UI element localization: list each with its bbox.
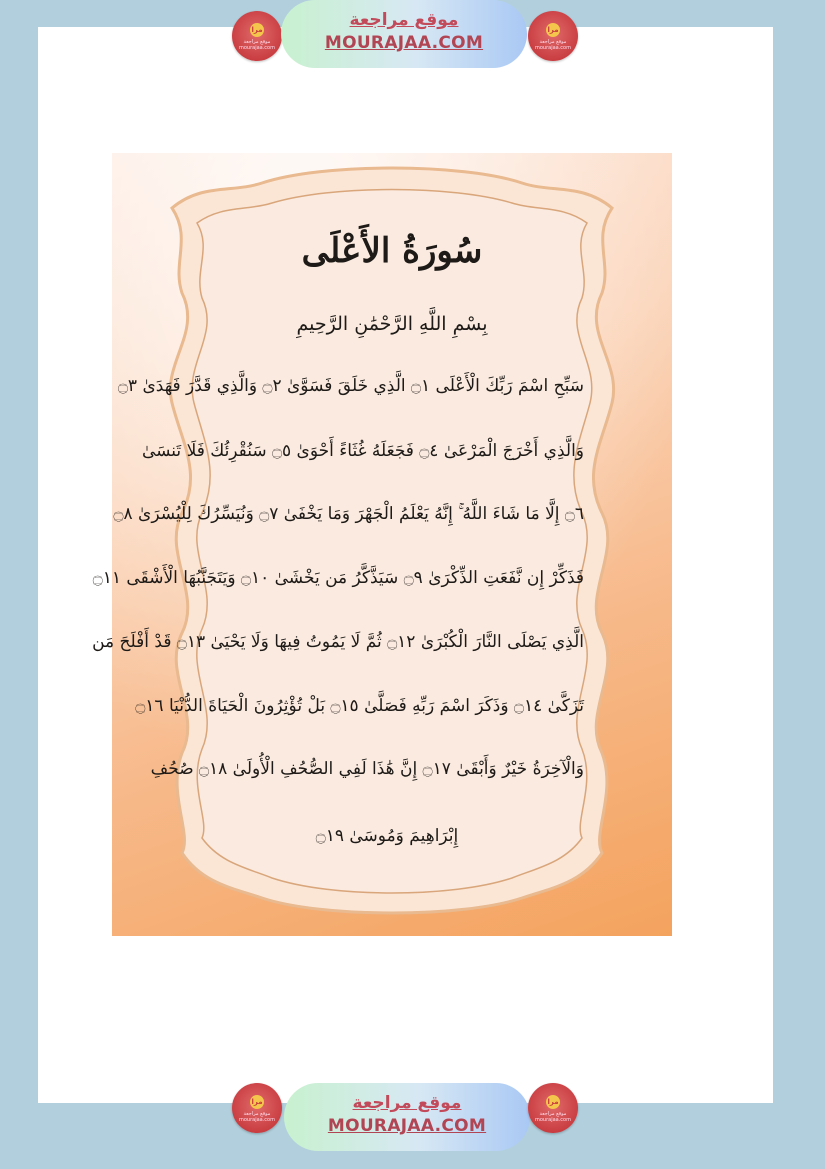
site-logo-icon xyxy=(232,1083,282,1133)
footer-site-name-en[interactable]: MOURAJAA.COM xyxy=(327,1116,487,1136)
verse-line: سَبِّحِ اسْمَ رَبِّكَ الْأَعْلَى ۝١ الَّذِي خَلَقَ فَسَوَّىٰ ۝٢ وَالَّذِي قَدَّرَ فَهَدَىٰ ۝٣ xyxy=(117,376,584,396)
verse-line: ۝٦ إِلَّا مَا شَاءَ اللَّهُ ۚ إِنَّهُ يَعْلَمُ الْجَهْرَ وَمَا يَخْفَىٰ ۝٧ وَنُيَسِّرُكَ لِلْيُسْرَىٰ ۝٨ xyxy=(113,504,584,524)
site-logo-icon xyxy=(528,1083,578,1133)
verse-line: الَّذِي يَصْلَى النَّارَ الْكُبْرَىٰ ۝١٢ ثُمَّ لَا يَمُوتُ فِيهَا وَلَا يَحْيَىٰ ۝١٣ قَدْ أَفْلَحَ مَن xyxy=(92,632,584,652)
footer-brand-badge[interactable] xyxy=(284,1083,530,1151)
basmala: بِسْمِ اللَّهِ الرَّحْمَٰنِ الرَّحِيمِ xyxy=(296,313,488,335)
logo-caption-ar: موقع مراجعة xyxy=(539,1111,567,1117)
verse-line: تَزَكَّىٰ ۝١٤ وَذَكَرَ اسْمَ رَبِّهِ فَصَلَّىٰ ۝١٥ بَلْ تُؤْثِرُونَ الْحَيَاةَ الدُّنْيَا ۝١٦ xyxy=(135,696,584,716)
verse-line: وَالَّذِي أَخْرَجَ الْمَرْعَىٰ ۝٤ فَجَعَلَهُ غُثَاءً أَحْوَىٰ ۝٥ سَنُقْرِئُكَ فَلَا تَنسَىٰ xyxy=(141,441,584,461)
logo-mark: مرا xyxy=(250,23,264,37)
logo-caption-ar: موقع مراجعة xyxy=(243,1111,271,1117)
logo-caption-ar: موقع مراجعة xyxy=(539,39,567,45)
logo-caption-en: mourajaa.com xyxy=(534,1117,571,1123)
footer-site-name-ar[interactable]: موقع مراجعة xyxy=(352,1093,462,1113)
site-logo-icon xyxy=(232,11,282,61)
surah-title: سُورَةُ الأَعْلَى xyxy=(301,231,483,271)
logo-caption-en: mourajaa.com xyxy=(238,1117,275,1123)
logo-caption-en: mourajaa.com xyxy=(534,45,571,51)
verse-line: فَذَكِّرْ إِن نَّفَعَتِ الذِّكْرَىٰ ۝٩ سَيَذَّكَّرُ مَن يَخْشَىٰ ۝١٠ وَيَتَجَنَّبُهَا الْأَشْقَى ۝١١ xyxy=(92,568,584,588)
header-brand-badge[interactable] xyxy=(281,0,527,68)
logo-caption-ar: موقع مراجعة xyxy=(243,39,271,45)
surah-al-ala-image xyxy=(92,153,672,936)
logo-mark: مرا xyxy=(250,1095,264,1109)
logo-caption-en: mourajaa.com xyxy=(238,45,275,51)
verse-line: وَالْآخِرَةُ خَيْرٌ وَأَبْقَىٰ ۝١٧ إِنَّ هَٰذَا لَفِي الصُّحُفِ الْأُولَىٰ ۝١٨ صُحُفِ xyxy=(150,759,584,779)
header-site-name-ar[interactable]: موقع مراجعة xyxy=(349,10,459,30)
verse-line: إِبْرَاهِيمَ وَمُوسَىٰ ۝١٩ xyxy=(315,826,459,846)
site-logo-icon xyxy=(528,11,578,61)
logo-mark: مرا xyxy=(546,1095,560,1109)
logo-mark: مرا xyxy=(546,23,560,37)
header-site-name-en[interactable]: MOURAJAA.COM xyxy=(324,33,484,53)
